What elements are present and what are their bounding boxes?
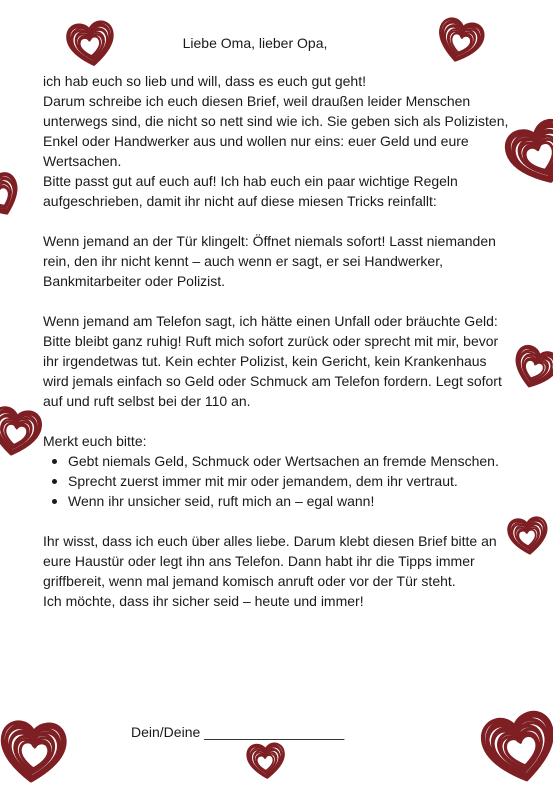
heart-bottom-right-icon [471,700,553,796]
heart-scribble-svg [0,163,34,229]
phone-rule: Wenn jemand am Telefon sagt, ich hätte einen Unfall oder bräuchte Geld: Bitte bleibt ganz ruhig! Ruft mich sofort zurück oder sprecht mit mir, bevor ihr irgendetwas tut. Kein echter Polizist, kein Gericht, kein Krankenhaus wird jemals einfach so Geld oder Schmuck am Telefon fordern. Legt sofort auf und ruft selbst bei der 110 an. [43,313,502,409]
intro-request: Bitte passt gut auf euch auf! Ich hab euch ein paar wichtige Regeln aufgeschrieben, damit ihr nicht auf diese miesen Tricks reinfallt: [43,173,458,209]
list-item: Wenn ihr unsicher seid, ruft mich an – egal wann! [68,491,513,511]
heart-bottom-center-icon [243,739,290,784]
heart-scribble-svg [0,713,74,790]
intro-paragraph: Darum schreibe ich euch diesen Brief, weil draußen leider Menschen unterwegs sind, die nicht so nett sind wie ich. Sie geben sich als Polizisten, Enkel oder Handwerker aus und wollen nur eins: euer Geld und eure Wertsachen. [43,93,509,169]
heart-scribble-svg [471,700,553,796]
letter-body [43,71,513,611]
heart-left-upper-icon [0,163,34,229]
heart-bottom-left-icon [0,713,74,790]
intro-line: ich hab euch so lieb und will, dass es euch gut geht! [43,73,366,89]
door-rule: Wenn jemand an der Tür klingelt: Öffnet niemals sofort! Lasst niemanden rein, den ihr nicht kennt – auch wenn er sagt, er sei Handwerker, Bankmitarbeiter oder Polizist. [43,233,496,289]
letter-greeting: Liebe Oma, lieber Opa, [182,35,328,51]
heart-scribble-svg [0,399,48,464]
heart-left-middle-icon [0,399,48,464]
closing-wish: Ich möchte, dass ihr sicher seid – heute und immer! [43,593,364,609]
list-item: Gebt niemals Geld, Schmuck oder Wertsachen an fremde Menschen. [68,451,513,471]
remember-heading: Merkt euch bitte: [43,433,147,449]
signature-line: Dein/Deine __________________ [131,724,345,740]
list-item: Sprecht zuerst immer mit mir oder jemandem, dem ihr vertraut. [68,471,513,491]
remember-list [43,451,513,511]
heart-scribble-svg [243,739,290,784]
closing-paragraph: Ihr wisst, dass ich euch über alles liebe. Darum klebt diesen Brief bitte an eure Haustür oder legt ihn ans Telefon. Dann habt ihr die Tipps immer griffbereit, wenn mal jemand komisch anruft oder vor der Tür steht. [43,533,497,589]
